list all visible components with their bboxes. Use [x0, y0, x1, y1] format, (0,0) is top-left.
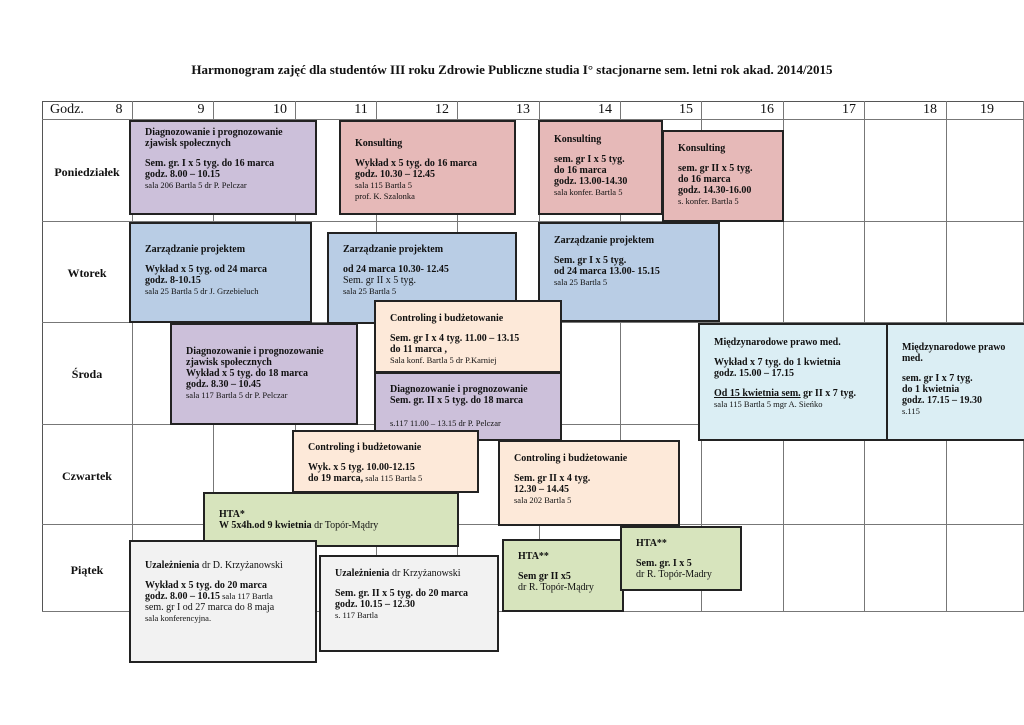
class-room: s.117 11.00 – 13.15 dr P. Pelczar [390, 418, 501, 428]
class-time: godz. 8.00 – 10.15 [145, 169, 220, 180]
class-title: Uzależnienia [145, 560, 200, 571]
class-time: Wyk. x 5 tyg. 10.00-12.15 [308, 462, 415, 473]
class-title: Zarządzanie projektem [554, 235, 655, 246]
class-time: godz. 8-10.15 [145, 275, 201, 286]
class-room: sala 25 Bartla 5 [343, 286, 397, 296]
class-title: Konsulting [355, 138, 403, 149]
hour-10: 10 [273, 102, 287, 117]
day-monday: Poniedziałek [54, 165, 120, 179]
class-title: HTA** [636, 538, 667, 549]
class-block [129, 120, 317, 215]
class-time: godz. 8.30 – 10.45 [186, 379, 261, 390]
class-time: godz. 15.00 – 17.15 [714, 368, 794, 379]
class-room: sala 206 Bartla 5 dr P. Pelczar [145, 180, 247, 190]
class-teacher: dr Krzyżanowski [389, 568, 461, 579]
class-room: sala 115 Bartla 5 [363, 473, 423, 483]
class-room: s. 117 Bartla [335, 610, 378, 620]
class-room: sala 117 Bartla [220, 591, 273, 601]
class-title: Uzależnienia [335, 568, 390, 579]
day-wednesday: Środa [71, 367, 103, 381]
hour-13: 13 [516, 102, 530, 117]
hour-8: 8 [115, 102, 123, 117]
hour-9: 9 [197, 102, 205, 117]
class-block [502, 539, 624, 612]
class-time: godz. 10.30 – 12.45 [355, 169, 435, 180]
hour-19: 19 [980, 102, 994, 117]
class-info: Sem. gr II x 5 tyg. [343, 275, 417, 286]
class-info: sem. gr I x 7 tyg. [902, 373, 973, 384]
class-time: 12.30 – 14.45 [514, 484, 569, 495]
class-info: do 16 marca [678, 174, 731, 185]
class-info: Sem. gr II x 4 tyg. [514, 473, 591, 484]
class-title: Konsulting [554, 134, 602, 145]
class-info: do 19 marca, [308, 473, 364, 484]
class-title: HTA* [219, 509, 245, 520]
class-time: godz. 14.30-16.00 [678, 185, 752, 196]
class-block [662, 130, 784, 222]
class-info: do 11 marca , [390, 344, 448, 355]
class-room: sala konfer. Bartla 5 [554, 187, 623, 197]
class-teacher: dr R. Topór-Madry [636, 569, 712, 580]
class-block [339, 120, 516, 215]
day-thursday: Czwartek [62, 469, 112, 483]
class-info: Od 15 kwietnia sem. [714, 388, 801, 399]
class-info: do 1 kwietnia [902, 384, 960, 395]
hour-17: 17 [842, 102, 856, 117]
class-block [538, 222, 720, 322]
class-info: Wykład x 5 tyg. od 24 marca [145, 264, 267, 275]
class-block [129, 540, 317, 663]
hour-18: 18 [923, 102, 937, 117]
class-time: Sem. gr I x 4 tyg. 11.00 – 13.15 [390, 333, 520, 344]
hour-16: 16 [760, 102, 774, 117]
class-room: s. konfer. Bartla 5 [678, 196, 739, 206]
class-block [292, 430, 479, 493]
class-info: gr II x 7 tyg. [800, 388, 857, 399]
hour-12: 12 [435, 102, 449, 117]
class-info: sem. gr I x 5 tyg. [554, 154, 625, 165]
class-teacher: prof. K. Szalonka [355, 191, 415, 201]
class-info: Sem. gr. II x 5 tyg. do 18 marca [390, 395, 524, 406]
class-room: sala 202 Bartla 5 [514, 495, 572, 505]
class-info: Wykład x 5 tyg. do 16 marca [355, 158, 477, 169]
class-block [170, 323, 358, 425]
class-title: Zarządzanie projektem [343, 244, 444, 255]
class-block [319, 555, 499, 652]
class-info: Sem. gr I x 5 tyg. [554, 255, 627, 266]
class-block [498, 440, 680, 526]
class-title: Controling i budżetowanie [308, 442, 422, 453]
class-info: do 16 marca [554, 165, 607, 176]
class-block [886, 323, 1024, 441]
hours-label: Godz. [50, 102, 84, 117]
day-tuesday: Wtorek [67, 266, 107, 280]
class-title: Diagnozowanie i prognozowanie zjawisk społecznych [145, 127, 283, 149]
class-info: Sem. gr. I x 5 tyg. do 16 marca [145, 158, 275, 169]
class-time: godz. 13.00-14.30 [554, 176, 628, 187]
class-info: Sem. gr. II x 5 tyg. do 20 marca [335, 588, 469, 599]
class-room: sala 115 Bartla 5 mgr A. Sieńko [714, 399, 823, 409]
class-room: sala 115 Bartla 5 [355, 180, 413, 190]
class-room: Sala konf. Bartla 5 dr P.Karniej [390, 355, 497, 365]
class-block [129, 222, 312, 323]
class-title: Diagnozowanie i prognozowanie zjawisk społecznych [186, 346, 324, 368]
day-friday: Piątek [70, 563, 104, 577]
class-info: Wykład x 7 tyg. do 1 kwietnia [714, 357, 841, 368]
hour-14: 14 [598, 102, 612, 117]
class-info: Sem. gr. I x 5 [636, 558, 692, 569]
class-title: Międzynarodowe prawo med. [902, 342, 1006, 364]
class-room: sala 25 Bartla 5 [554, 277, 608, 287]
class-title: Controling i budżetowanie [514, 453, 628, 464]
class-title: HTA** [518, 551, 549, 562]
class-title: Międzynarodowe prawo med. [714, 337, 841, 348]
class-teacher: dr Topór-Mądry [311, 520, 379, 531]
class-room: sala 117 Bartla 5 dr P. Pelczar [186, 390, 288, 400]
page-title: Harmonogram zajęć dla studentów III roku Zdrowie Publiczne studia I° stacjonarne sem. letni rok akad. 2014/2015 [191, 62, 833, 77]
class-block [538, 120, 663, 215]
class-room: s.115 [902, 406, 920, 416]
class-time: godz. 10.15 – 12.30 [335, 599, 415, 610]
class-title: Diagnozowanie i prognozowanie [390, 384, 528, 395]
class-time: od 24 marca 10.30- 12.45 [343, 264, 449, 275]
hour-11: 11 [354, 102, 368, 117]
class-info: sem. gr II x 5 tyg. [678, 163, 753, 174]
hour-15: 15 [679, 102, 693, 117]
class-time: od 24 marca 13.00- 15.15 [554, 266, 660, 277]
class-block [620, 526, 742, 591]
class-teacher: dr D. Krzyżanowski [199, 560, 283, 571]
class-block [203, 492, 459, 547]
class-info: sem. gr I od 27 marca do 8 maja [145, 602, 275, 613]
class-info: Wykład x 5 tyg. do 18 marca [186, 368, 308, 379]
class-time: godz. 17.15 – 19.30 [902, 395, 982, 406]
class-title: Konsulting [678, 143, 726, 154]
class-info: Wykład x 5 tyg. do 20 marca [145, 580, 267, 591]
class-block [374, 300, 562, 373]
class-title: Zarządzanie projektem [145, 244, 246, 255]
class-time: godz. 8.00 – 10.15 [145, 591, 220, 602]
class-teacher: dr R. Topór-Mądry [518, 582, 594, 593]
class-info: Sem gr II x5 [518, 571, 571, 582]
class-title: Controling i budżetowanie [390, 313, 504, 324]
class-room: sala 25 Bartla 5 dr J. Grzebieluch [145, 286, 259, 296]
class-info: W 5x4h.od 9 kwietnia [219, 520, 312, 531]
class-room: sala konferencyjna. [145, 613, 212, 623]
class-block [698, 323, 888, 441]
